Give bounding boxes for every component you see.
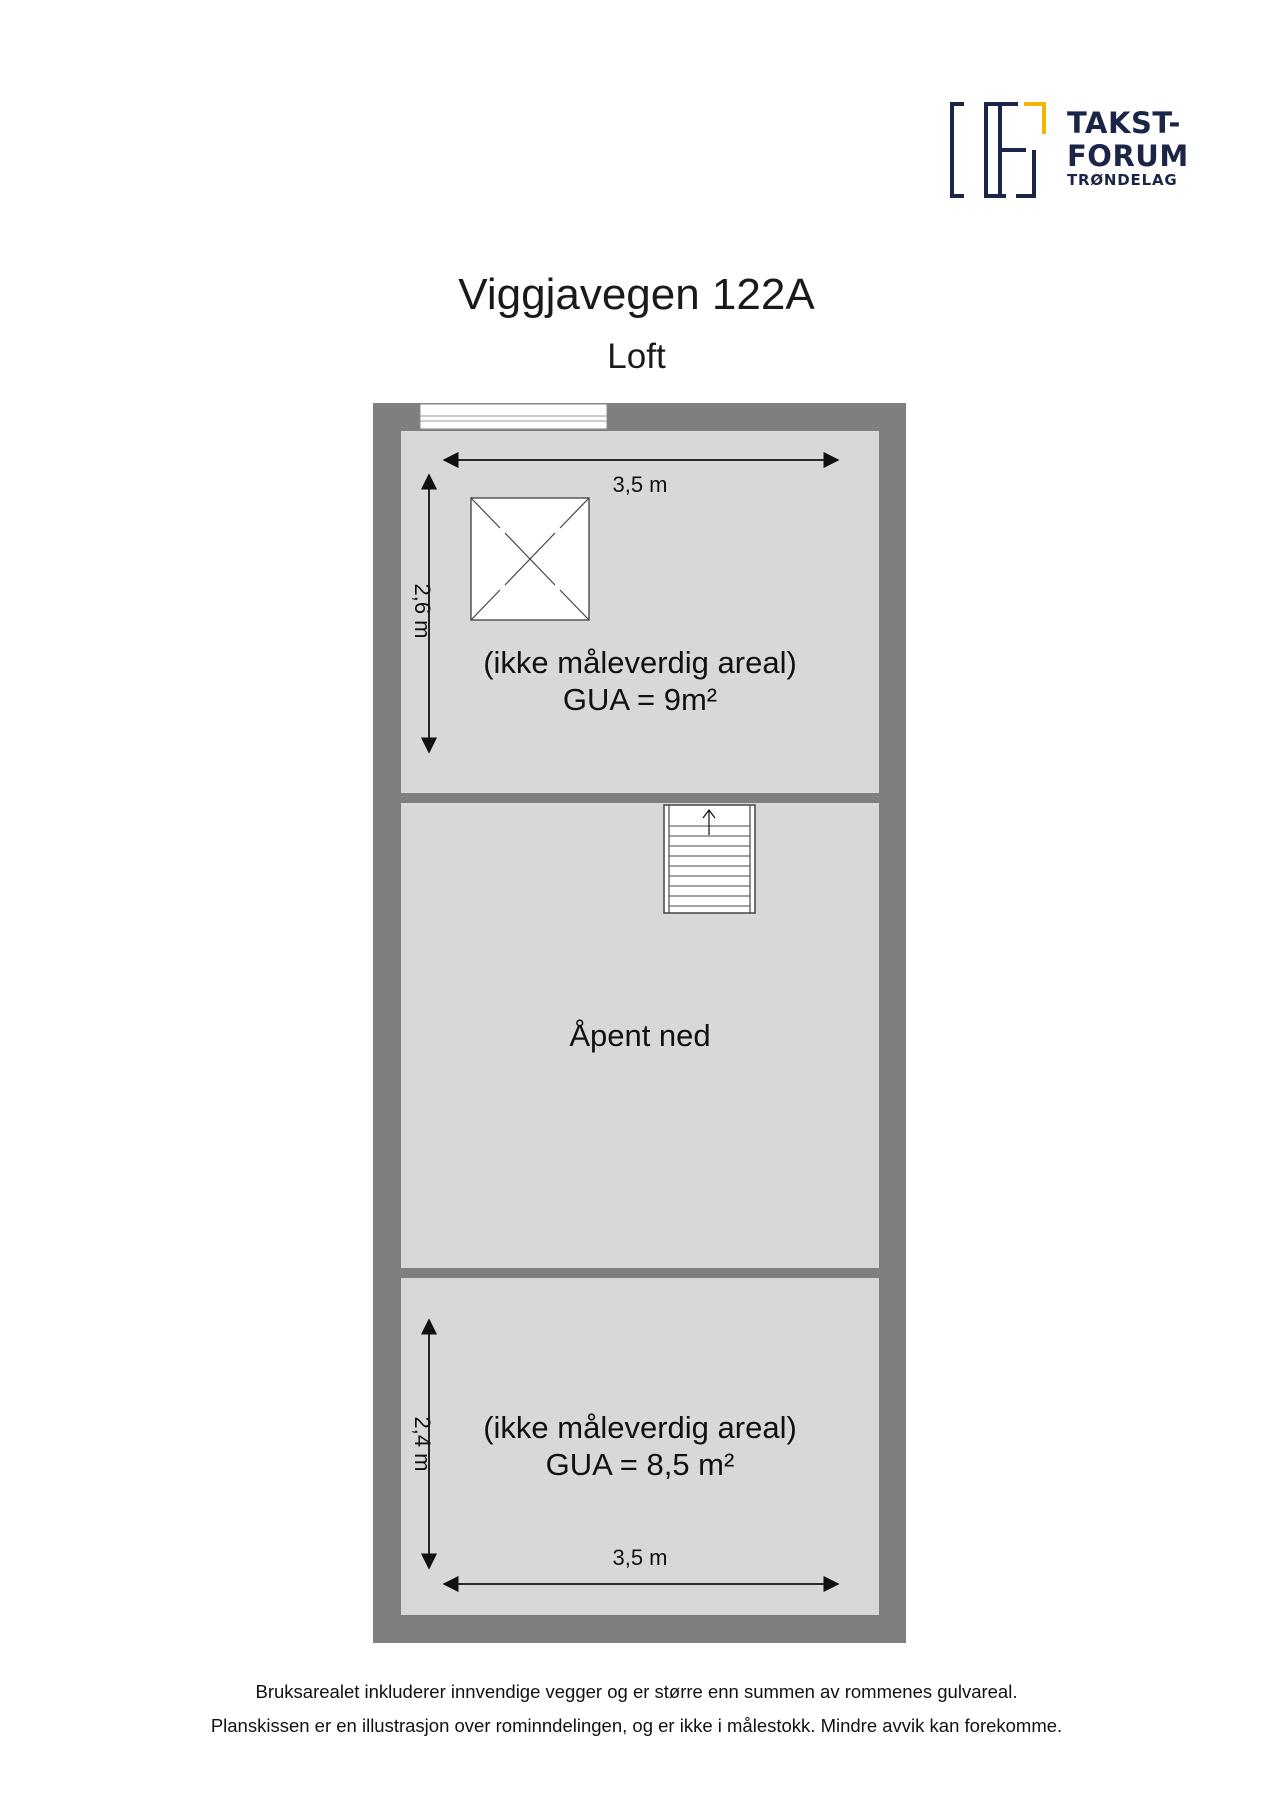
top-height-label: 2,6 m — [410, 583, 435, 639]
skylight-icon — [471, 498, 589, 620]
bottom-width-label: 3,5 m — [612, 1545, 668, 1570]
top-room-area: GUA = 9m² — [562, 682, 718, 717]
logo-line2: FORUM — [1067, 139, 1189, 173]
footer-line2: Planskissen er en illustrasjon over rominndelingen, og er ikke i målestokk. Mindre avvik kan forekomme. — [210, 1715, 1063, 1736]
footer-line1: Bruksarealet inkluderer innvendige vegger og er større enn summen av rommenes gulvareal. — [255, 1681, 1018, 1702]
bottom-height-label: 2,4 m — [410, 1416, 435, 1472]
floor-name: Loft — [607, 337, 666, 376]
stairs-icon — [664, 805, 755, 913]
top-room-note: (ikke måleverdig areal) — [483, 645, 797, 680]
bottom-room-area: GUA = 8,5 m² — [545, 1447, 735, 1482]
middle-room-label: Åpent ned — [569, 1018, 711, 1053]
logo-line1: TAKST- — [1067, 106, 1181, 140]
top-width-label: 3,5 m — [612, 472, 668, 497]
page-title: Viggjavegen 122A — [458, 270, 815, 319]
logo-line3: TRØNDELAG — [1067, 171, 1178, 189]
bottom-room-note: (ikke måleverdig areal) — [483, 1410, 797, 1445]
